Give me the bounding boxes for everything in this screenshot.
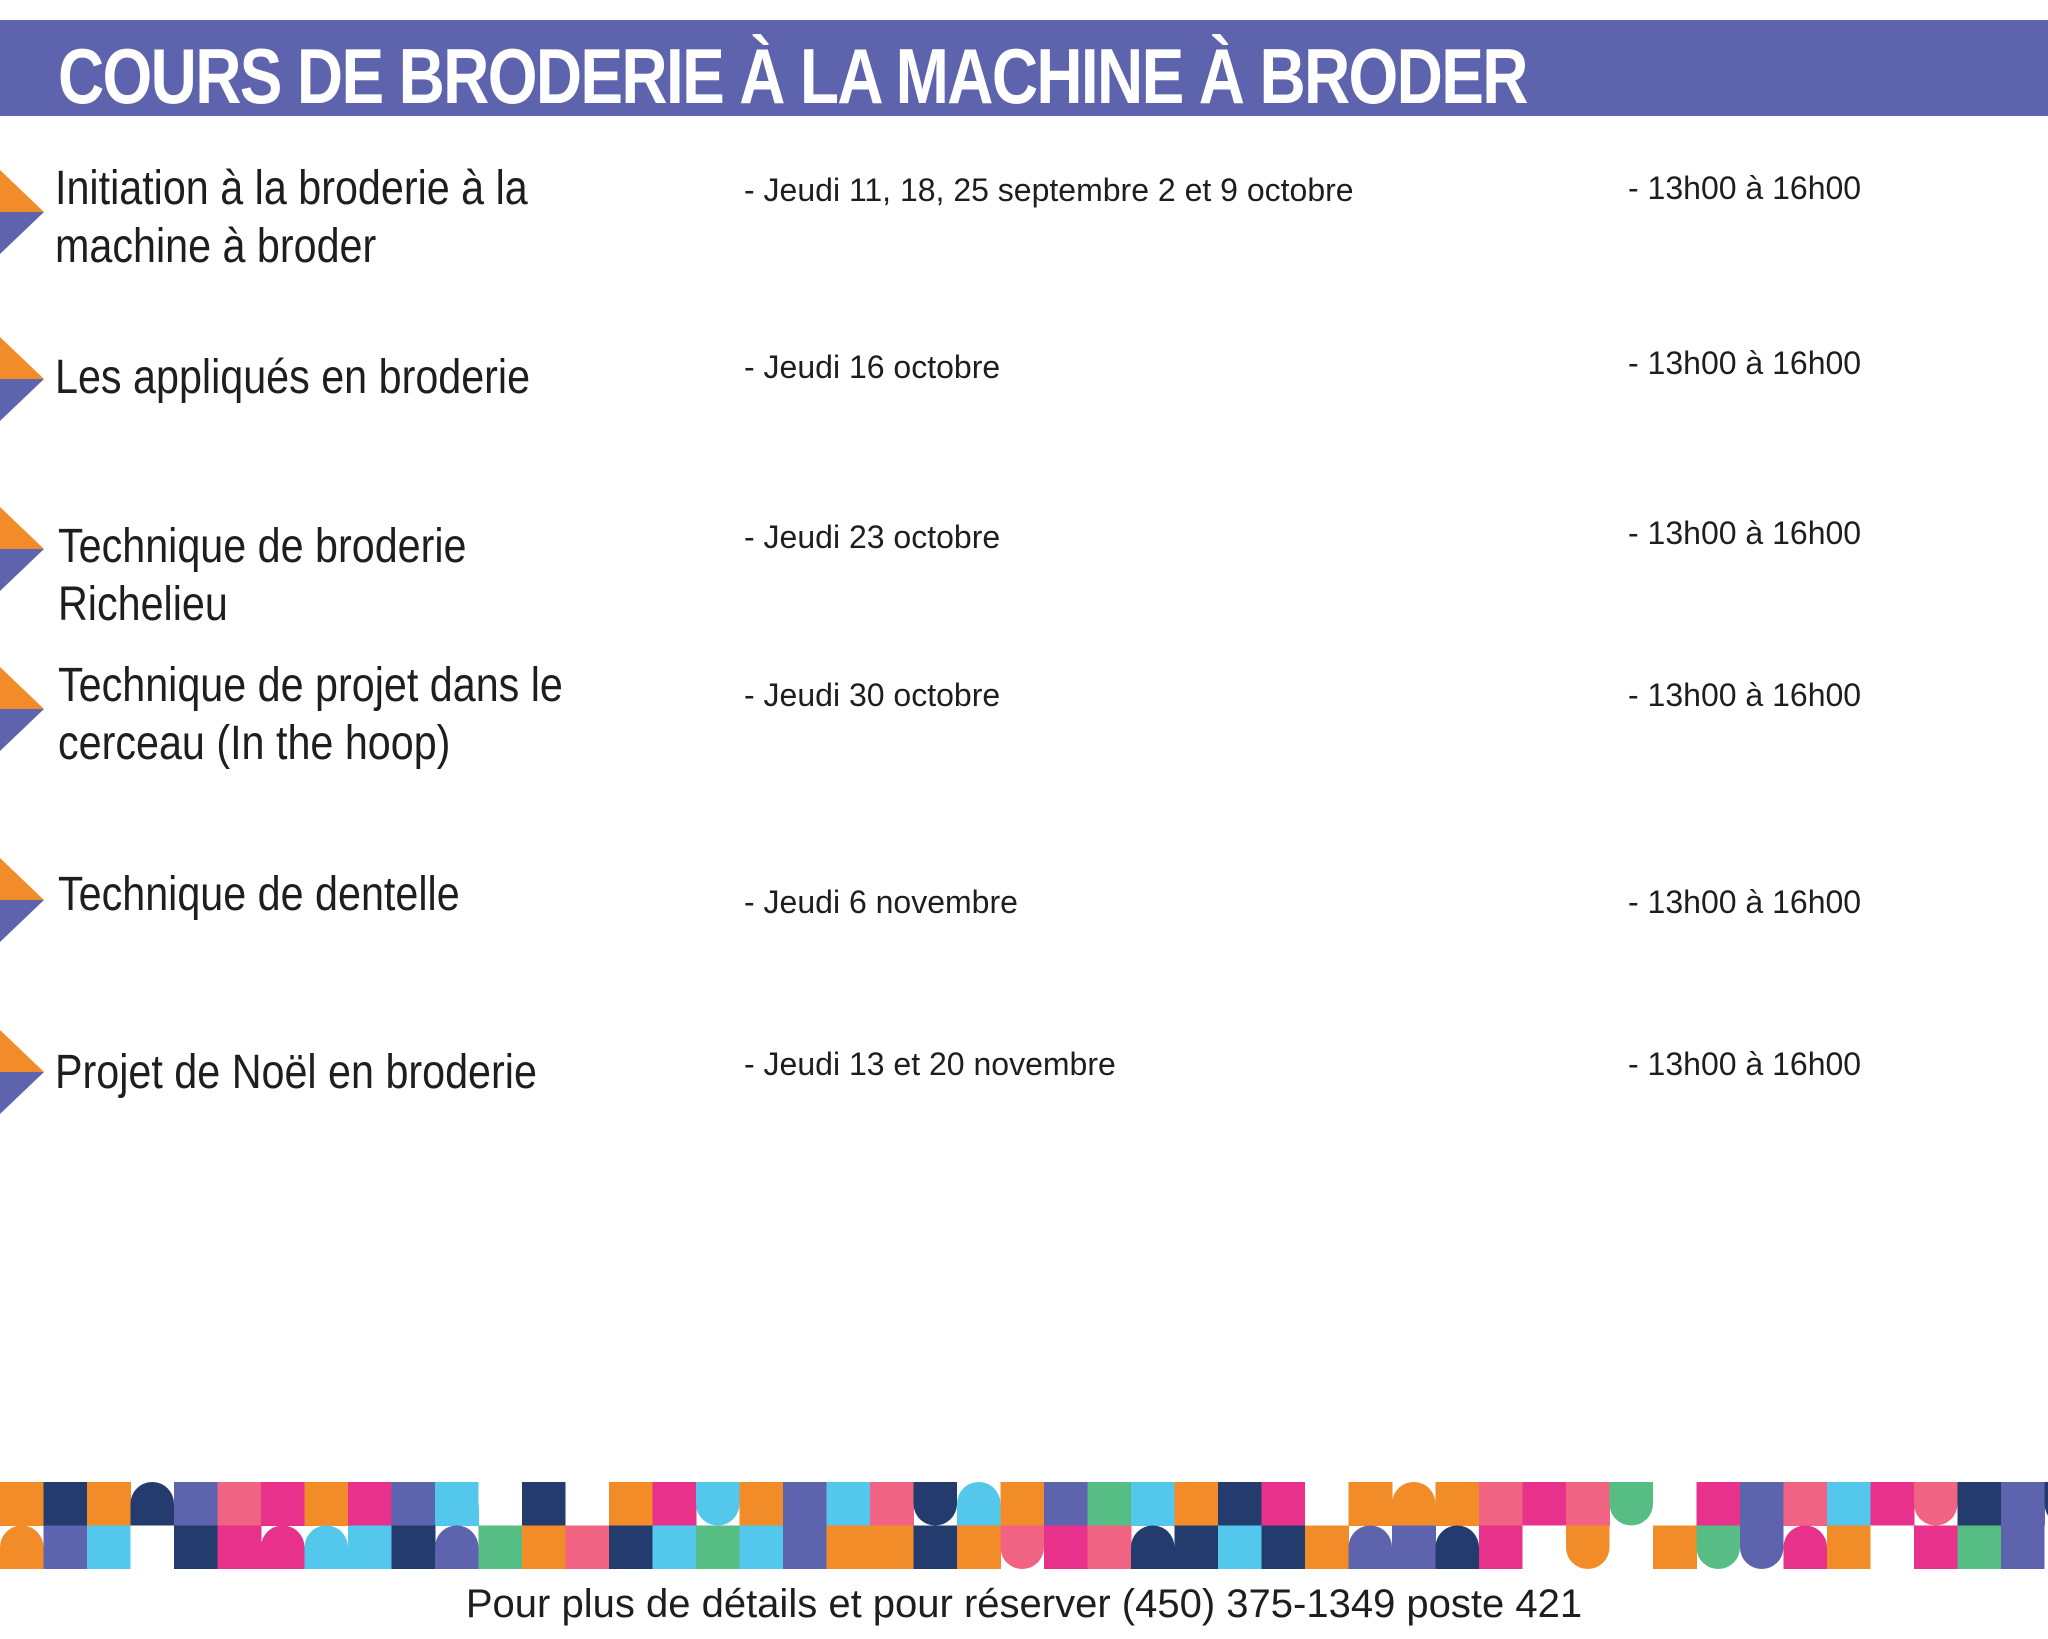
mosaic-tile [522,1526,566,1570]
course-date: - Jeudi 6 novembre [744,884,1018,920]
mosaic-tile [1131,1482,1175,1526]
mosaic-tile [914,1482,958,1526]
mosaic-tile [261,1526,305,1570]
course-time: - 13h00 à 16h00 [1628,170,1862,206]
mosaic-tile [1871,1482,1915,1526]
mosaic-tile [696,1526,740,1570]
mosaic-tile [2001,1482,2045,1526]
course-row [0,337,2048,457]
mosaic-tile [1305,1526,1349,1570]
mosaic-tile [44,1526,88,1570]
mosaic-tile [348,1526,392,1570]
mosaic-tile [566,1482,610,1526]
mosaic-tile [1566,1482,1610,1526]
mosaic-tile [1131,1526,1175,1570]
mosaic-tile [1349,1482,1393,1526]
mosaic-tile [1914,1482,1958,1526]
course-row [0,659,2048,787]
mosaic-tile [479,1482,523,1526]
course-row [0,162,2048,290]
mosaic-tile [1262,1482,1306,1526]
course-name: Les appliqués en broderie [55,351,531,404]
mosaic-tile [392,1526,436,1570]
mosaic-tile [827,1526,871,1570]
mosaic-tile [2001,1526,2045,1570]
mosaic-tile [1044,1526,1088,1570]
mosaic-tile [783,1482,827,1526]
page-title: COURS DE BRODERIE À LA MACHINE À BRODER [58,32,1527,120]
course-date: - Jeudi 13 et 20 novembre [744,1046,1116,1082]
mosaic-tile [1740,1482,1784,1526]
mosaic-tile [783,1526,827,1570]
course-date: - Jeudi 30 octobre [744,677,1001,713]
mosaic-tile [87,1526,131,1570]
mosaic-tile [348,1482,392,1526]
mosaic-tile [1784,1482,1828,1526]
mosaic-tile [566,1526,610,1570]
mosaic-tile [2045,1526,2048,1570]
mosaic-tile [957,1482,1001,1526]
mosaic-tile [1827,1526,1871,1570]
course-time: - 13h00 à 16h00 [1628,515,1862,551]
mosaic-tile [1436,1482,1480,1526]
mosaic-tile [1392,1526,1436,1570]
bullet-arrow-icon [0,170,44,254]
mosaic-tile [392,1482,436,1526]
mosaic-tile [1610,1526,1654,1570]
mosaic-tile [1479,1482,1523,1526]
mosaic-tile [44,1482,88,1526]
mosaic-tile [914,1526,958,1570]
mosaic-tile [479,1526,523,1570]
mosaic-tile [0,1482,44,1526]
mosaic-tile [1218,1482,1262,1526]
mosaic-tile [305,1482,349,1526]
mosaic-tile [870,1482,914,1526]
course-row [0,507,2048,631]
mosaic-tile [1349,1526,1393,1570]
mosaic-tile [1218,1526,1262,1570]
mosaic-tile [218,1482,262,1526]
course-time: - 13h00 à 16h00 [1628,677,1862,713]
mosaic-tile [827,1482,871,1526]
mosaic-tile [522,1482,566,1526]
mosaic-tile [1088,1526,1132,1570]
mosaic-tile [87,1482,131,1526]
mosaic-tile [261,1482,305,1526]
mosaic-tile [0,1526,44,1570]
header-band [0,20,2048,120]
mosaic-tile [609,1526,653,1570]
mosaic-tile [1784,1526,1828,1570]
mosaic-tile [1653,1482,1697,1526]
mosaic-tile [870,1526,914,1570]
mosaic-tile [1044,1482,1088,1526]
footer-contact: Pour plus de détails et pour réserver (450) 375-1349 poste 421 [465,1582,1583,1626]
mosaic-tile [740,1482,784,1526]
mosaic-tile [435,1526,479,1570]
mosaic-tile [1305,1482,1349,1526]
mosaic-tile [1001,1526,1045,1570]
course-date: - Jeudi 11, 18, 25 septembre 2 et 9 octobre [744,172,1354,208]
mosaic-tile [696,1482,740,1526]
course-row [0,1030,2048,1150]
bullet-arrow-icon [0,507,44,591]
mosaic-tile [1523,1482,1567,1526]
mosaic-tile [131,1482,175,1526]
mosaic-tile [1697,1482,1741,1526]
course-date: - Jeudi 23 octobre [744,519,1001,555]
mosaic-tile [1392,1482,1436,1526]
mosaic-tile [1479,1526,1523,1570]
bullet-arrow-icon [0,667,44,751]
course-name: Technique de broderie Richelieu [58,520,467,631]
bullet-arrow-icon [0,337,44,421]
course-name: Initiation à la broderie à la machine à broder [55,162,528,273]
mosaic-tile [1001,1482,1045,1526]
mosaic-tile [435,1482,479,1526]
mosaic-tile [218,1526,262,1570]
course-row [0,858,2048,978]
mosaic-tile [1958,1526,2002,1570]
mosaic-tile [174,1482,218,1526]
mosaic-tile [1610,1482,1654,1526]
course-date: - Jeudi 16 octobre [744,349,1001,385]
mosaic-tile [957,1526,1001,1570]
mosaic-tile [1088,1482,1132,1526]
course-name: Technique de dentelle [58,868,460,921]
mosaic-tile [1175,1482,1219,1526]
mosaic-tile [1566,1526,1610,1570]
bullet-arrow-icon [0,858,44,942]
mosaic-tile [1262,1526,1306,1570]
mosaic-tile [653,1526,697,1570]
mosaic-tile [1697,1526,1741,1570]
mosaic-tile [1871,1526,1915,1570]
mosaic-tile [1914,1526,1958,1570]
course-time: - 13h00 à 16h00 [1628,1046,1862,1082]
mosaic-tile [2045,1482,2048,1526]
mosaic-tile [1436,1526,1480,1570]
mosaic-tile [740,1526,784,1570]
mosaic-tile [305,1526,349,1570]
mosaic-tile [1740,1526,1784,1570]
course-time: - 13h00 à 16h00 [1628,345,1862,381]
mosaic-tile [131,1526,175,1570]
mosaic-tile [1175,1526,1219,1570]
decorative-mosaic-band [0,1482,2048,1569]
mosaic-tile [653,1482,697,1526]
mosaic-tile [1827,1482,1871,1526]
mosaic-tile [609,1482,653,1526]
course-time: - 13h00 à 16h00 [1628,884,1862,920]
mosaic-tile [1523,1526,1567,1570]
mosaic-tile [174,1526,218,1570]
course-name: Technique de projet dans le cerceau (In the hoop) [58,659,563,770]
course-name: Projet de Noël en broderie [55,1046,537,1099]
mosaic-tile [1653,1526,1697,1570]
mosaic-tile [1958,1482,2002,1526]
bullet-arrow-icon [0,1030,44,1114]
